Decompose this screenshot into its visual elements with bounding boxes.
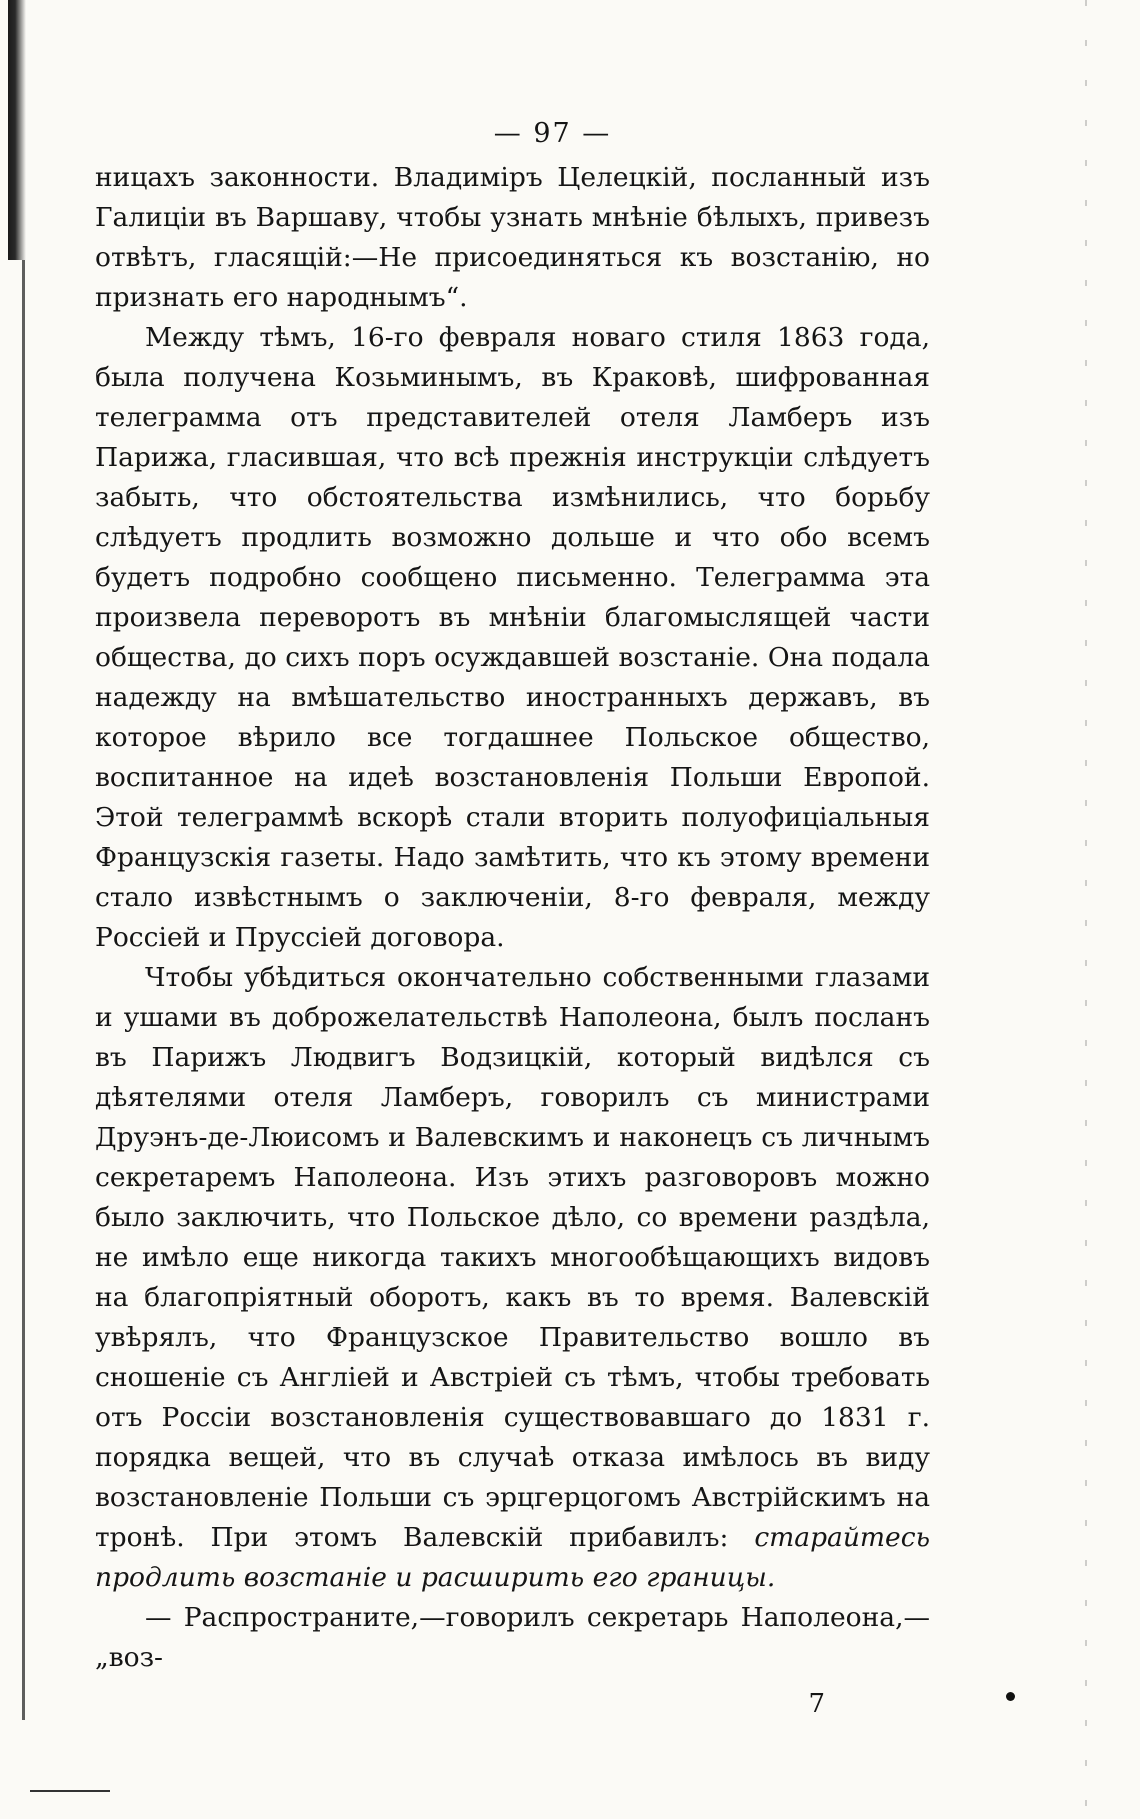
scan-mark — [30, 1790, 110, 1792]
paragraph-2: Между тѣмъ, 16-го февраля новаго стиля 1863 года, была получена Козьминымъ, въ Краковѣ, шифрованная телеграмма отъ представителей отеля Ламберъ изъ Парижа, гласившая, что всѣ прежнія инструкціи слѣдуетъ забыть, что обстоятельства измѣнились, что борьбу слѣдуетъ продлить возможно дольше и что обо всемъ будетъ подробно сообщено письменно. Телеграмма эта произвела переворотъ въ мнѣніи благомыслящей части общества, до сихъ поръ осуждавшей возстаніе. Она подала надежду на вмѣшательство иностранныхъ державъ, въ которое вѣрило все тогдашнее Польское общество, воспитанное на идеѣ возстановленія Польши Европой. Этой телеграммѣ вскорѣ стали вторить полуофиціальныя Французскія газеты. Надо замѣтить, что къ этому времени стало извѣстнымъ о заключеніи, 8-го февраля, между Россіей и Пруссіей договора. — [95, 322, 930, 953]
paragraph-3-italic: старайтесь продлить возстаніе и расширить его границы. — [95, 1522, 930, 1593]
binding-shadow — [8, 0, 26, 260]
page-edge-specks — [1085, 0, 1087, 1819]
paragraph-4: — Распространите,—говорилъ секретарь Наполеона,—„воз- — [95, 1602, 930, 1673]
document-page — [95, 110, 930, 1724]
paragraph-3-text: Чтобы убѣдиться окончательно собственными глазами и ушами въ доброжелательствѣ Наполеона, былъ посланъ въ Парижъ Людвигъ Водзицкій, который видѣлся съ дѣятелями отеля Ламберъ, говорилъ съ министрами Друэнъ-де-Люисомъ и Валевскимъ и наконецъ съ личнымъ секретаремъ Наполеона. Изъ этихъ разговоровъ можно было заключить, что Польское дѣло, со времени раздѣла, не имѣло еще никогда такихъ многообѣщающихъ видовъ на благопріятный оборотъ, какъ въ то время. Валевскій увѣрялъ, что Французское Правительство вошло въ сношеніе съ Англіей и Австріей съ тѣмъ, чтобы требовать отъ Россіи возстановленія существовавшаго до 1831 г. порядка вещей, что въ случаѣ отказа имѣлось въ виду возстановленіе Польши съ эрцгерцогомъ Австрійскимъ на тронѣ. При этомъ Валевскій прибавилъ: — [95, 962, 930, 1553]
paragraph-3 — [95, 958, 930, 1598]
page-number: — 97 — — [493, 118, 612, 149]
paragraph-1: ницахъ законности. Владиміръ Целецкій, посланный изъ Галиціи въ Варшаву, чтобы узнать мнѣніе бѣлыхъ, привезъ отвѣтъ, гласящій:—Не присоединяться къ возстанію, но признать его народнымъ“. — [95, 162, 930, 313]
ink-dot — [1006, 1692, 1015, 1701]
binding-line — [22, 260, 25, 1720]
signature-mark: 7 — [808, 1689, 825, 1719]
